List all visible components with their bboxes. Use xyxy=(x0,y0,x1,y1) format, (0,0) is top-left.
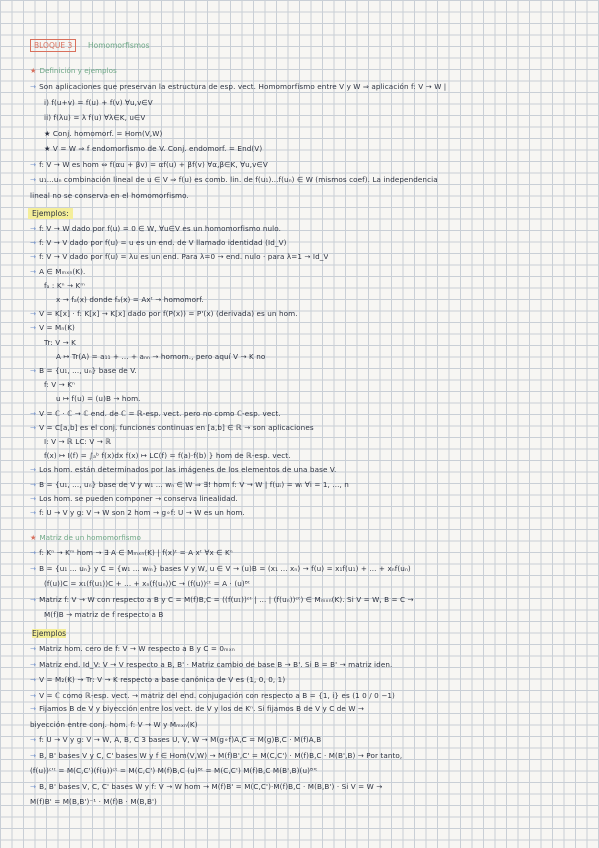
arrow-icon: → xyxy=(30,159,37,169)
note-line xyxy=(30,735,321,744)
note-line xyxy=(30,660,392,669)
note-text: V = Mₙ(K) xyxy=(39,323,75,333)
note-line xyxy=(56,295,204,304)
note-line xyxy=(44,610,163,619)
topic-title: Homomorfismos xyxy=(88,41,150,50)
note-text: i) f(u+v) = f(u) + f(v) ∀u,v∈V xyxy=(44,97,153,107)
arrow-icon: → xyxy=(30,238,37,248)
note-line xyxy=(30,508,245,517)
arrow-icon: → xyxy=(30,594,37,604)
arrow-icon: → xyxy=(30,735,37,744)
note-text: Los hom. están determinados por las imágenes de los elementos de una base V. xyxy=(39,465,337,475)
arrow-icon: → xyxy=(30,422,37,432)
note-line xyxy=(44,338,76,347)
note-line xyxy=(44,451,291,460)
arrow-icon: → xyxy=(30,704,37,713)
note-line xyxy=(30,782,382,791)
note-line xyxy=(30,548,233,557)
note-text: Fijamos B de V y biyección entre los vect. de V y los de Kⁿ. Si fijamos B de V y C de W → xyxy=(39,704,365,713)
note-text: fₐ : Kⁿ → Kᵐ xyxy=(44,280,85,290)
note-line xyxy=(30,595,414,604)
note-text: f(x) ↦ I(f) = ∫ₐᵇ f(x)dx f(x) ↦ LC(f) = f(a)·f(b) } hom de ℝ-esp. vect. xyxy=(44,451,291,461)
arrow-icon: → xyxy=(30,750,37,760)
star-icon: ★ xyxy=(30,66,37,75)
arrow-icon: → xyxy=(30,675,37,684)
arrow-icon: → xyxy=(30,175,37,184)
arrow-icon: → xyxy=(30,563,37,573)
note-text: V = C[a,b] es el conj. funciones continuas en [a,b] ∈ ℝ → son aplicaciones xyxy=(39,422,314,432)
note-line xyxy=(30,238,287,247)
note-line xyxy=(30,175,438,184)
arrow-icon: → xyxy=(30,252,37,262)
note-text: ★ Conj. homomorf. = Hom(V,W) xyxy=(44,128,163,138)
block-title: BLOQUE 3 xyxy=(30,39,76,52)
note-text: f: V → Kⁿ xyxy=(44,380,75,390)
note-text: B = {u₁, ..., uₙ} base de V. xyxy=(39,366,137,375)
note-text: V = ℂ como ℝ-esp. vect. → matriz del end. conjugación con respecto a B = {1, i} es (1 0 / 0 −1) xyxy=(39,690,395,700)
arrow-icon: → xyxy=(30,548,37,557)
note-line xyxy=(30,465,336,474)
note-line xyxy=(30,564,411,573)
note-text: f: V → W dado por f(u) = 0 ∈ W, ∀u∈V es un homomorfismo nulo. xyxy=(39,224,281,233)
note-line xyxy=(30,644,235,653)
arrow-icon: → xyxy=(30,508,37,517)
note-text: B, B' bases V y C, C' bases W y f ∈ Hom(V,W) → M(f)B',C' = M(C,C') · M(f)B,C · M(B',B) → Por tanto, xyxy=(39,750,403,760)
note-text: f: U → V y g: V → W, A, B, C 3 bases U, V, W → M(g∘f)A,C = M(g)B,C · M(f)A,B xyxy=(39,735,322,744)
note-line xyxy=(56,394,141,403)
arrow-icon: → xyxy=(30,493,37,503)
note-text: I: V → ℝ LC: V → ℝ xyxy=(44,437,112,446)
note-line xyxy=(30,366,137,375)
note-text: f: V → W es hom ⇔ f(αu + βv) = αf(u) + βf(v) ∀α,β∈K, ∀u,v∈V xyxy=(39,159,268,169)
section-matriz-title: ★ Matriz de un homomorfismo xyxy=(30,533,141,542)
note-text: u ↦ f(u) = (u)B → hom. xyxy=(56,394,141,404)
note-text: Tr: V → K xyxy=(44,337,76,347)
note-line xyxy=(44,281,85,290)
note-line xyxy=(44,437,111,446)
note-line xyxy=(30,82,446,91)
note-text: Matriz hom. cero de f: V → W respecto a B y C = 0ₘₓₙ xyxy=(39,644,235,653)
arrow-icon: → xyxy=(30,366,37,375)
note-line xyxy=(44,113,145,122)
section-definicion-title: ★ Definición y ejemplos xyxy=(30,66,117,75)
note-line xyxy=(30,797,157,806)
note-line xyxy=(30,323,75,332)
arrow-icon: → xyxy=(30,323,37,333)
note-text: B = {u₁, ..., uₙ} base de V y w₁ ... wₙ ∈ W ⇒ ∃! hom f: V → W | f(uᵢ) = wᵢ ∀i = 1, ..., n xyxy=(39,479,349,489)
arrow-icon: → xyxy=(30,781,37,791)
note-line xyxy=(30,691,395,700)
arrow-icon: → xyxy=(30,224,37,233)
note-text: biyección entre conj. hom. f: V → W y Mₘₓₙ(K) xyxy=(30,719,198,729)
arrow-icon: → xyxy=(30,479,37,489)
note-text: A ↦ Tr(A) = a₁₁ + ... + aₙₙ → homom., pero aquí V → K no xyxy=(56,351,266,361)
note-line xyxy=(30,267,85,276)
note-text: V = M₂(K) → Tr: V → K respecto a base canónica de V es (1, 0, 0, 1) xyxy=(39,675,286,684)
arrow-icon: → xyxy=(30,82,37,91)
note-line xyxy=(30,252,328,261)
note-line xyxy=(30,675,285,684)
note-line xyxy=(44,380,75,389)
note-text: Matriz end. Id_V: V → V respecto a B, B' · Matriz cambio de base B → B'. Si B = B' → matriz iden. xyxy=(39,659,393,669)
note-line xyxy=(30,480,349,489)
note-text: u₁...uₙ combinación lineal de u ∈ V ⇒ f(u) es comb. lin. de f(u₁)...f(uₙ) ∈ W (mismos coef). La independencia xyxy=(39,175,438,184)
note-text: M(f)B → matriz de f respecto a B xyxy=(44,610,164,619)
note-line xyxy=(30,224,281,233)
note-text: f: V → V dado por f(u) = λu es un end. Para λ=0 → end. nulo · para λ=1 → Id_V xyxy=(39,252,329,262)
note-line xyxy=(44,98,153,107)
note-line xyxy=(44,579,250,588)
arrow-icon: → xyxy=(30,266,37,276)
arrow-icon: → xyxy=(30,690,37,700)
note-text: f: U → V y g: V → W son 2 hom → g∘f: U → W es un hom. xyxy=(39,508,245,517)
note-text: V = K[x] · f: K[x] → K[x] dado por f(P(x)) = P'(x) (derivada) es un hom. xyxy=(39,309,298,319)
note-line xyxy=(44,144,262,153)
note-text: B = {u₁ ... uₙ} y C = {w₁ ... wₘ} bases V y W, u ∈ V → (u)B = (x₁ ... xₙ) → f(u) = x₁f(u₁) + ... + xₙf(uₙ) xyxy=(39,563,411,573)
note-line xyxy=(30,409,281,418)
note-text: Los hom. se pueden componer → conserva linealidad. xyxy=(39,493,238,503)
note-text: f: V → V dado por f(u) = u es un end. de V llamado identidad (Id_V) xyxy=(39,238,287,248)
note-line xyxy=(30,704,364,713)
note-text: A ∈ Mₘₓₙ(K). xyxy=(39,266,86,276)
note-text: Matriz f: V → W con respecto a B y C = M(f)B,C = ((f(u₁))ᶜᵗ | ... | (f(uₙ))ᶜᵗ) ∈ Mₘₓₙ(K). Si V = W, B = C → xyxy=(39,594,414,604)
note-text: (f(u))C = x₁(f(u₁))C + ... + xₙ(f(uₙ))C → (f(u))ᶜᵗ = A · (u)ᴮᵗ xyxy=(44,579,251,588)
arrow-icon: → xyxy=(30,408,37,418)
note-text: f: Kⁿ → Kᵐ hom → ∃ A ∈ Mₘₓₙ(K) | f(x)ᵗ = A xᵗ ∀x ∈ Kⁿ xyxy=(39,548,233,557)
note-line xyxy=(30,309,298,318)
arrow-icon: → xyxy=(30,644,37,653)
note-line xyxy=(56,352,265,361)
note-text: ii) f(λu) = λ f(u) ∀λ∈K, u∈V xyxy=(44,113,146,122)
note-text: Son aplicaciones que preservan la estructura de esp. vect. Homomorfismo entre V y W ⇒ aplicación f: V → W | xyxy=(39,82,447,91)
ejemplos1-title: Ejemplos: xyxy=(28,208,73,219)
arrow-icon: → xyxy=(30,309,37,319)
note-line xyxy=(30,191,189,200)
note-line xyxy=(30,720,198,729)
note-line xyxy=(30,766,318,775)
note-line xyxy=(30,751,402,760)
star-icon: ★ xyxy=(30,533,37,542)
arrow-icon: → xyxy=(30,659,37,669)
note-line xyxy=(30,160,268,169)
note-line xyxy=(44,129,162,138)
note-text: B, B' bases V, C, C' bases W y f: V → W hom → M(f)B' = M(C,C')·M(f)B,C · M(B,B') · Si V = W → xyxy=(39,781,383,791)
note-line xyxy=(30,494,238,503)
note-text: (f(u))ᶜ'ᵗ = M(C,C')(f(u))ᶜᵗ = M(C,C') M(f)B,C (u)ᴮᵗ = M(C,C') M(f)B,C M(B',B)(u)ᴮ'ᵗ xyxy=(30,766,318,775)
note-line xyxy=(30,423,314,432)
ejemplos2-title: Ejemplos xyxy=(32,629,67,638)
note-text: ★ V = W ⇒ f endomorfismo de V. Conj. endomorf. = End(V) xyxy=(44,144,263,153)
arrow-icon: → xyxy=(30,465,37,475)
note-text: x → fₐ(x) donde fₐ(x) = Axᵗ → homomorf. xyxy=(56,295,204,304)
note-text: M(f)B' = M(B,B')⁻¹ · M(f)B · M(B,B') xyxy=(30,797,157,806)
note-text: lineal no se conserva en el homomorfismo. xyxy=(30,190,189,200)
note-text: V = ℂ · ℂ → ℂ end. de ℂ = ℝ-esp. vect. pero no como ℂ-esp. vect. xyxy=(39,408,281,418)
